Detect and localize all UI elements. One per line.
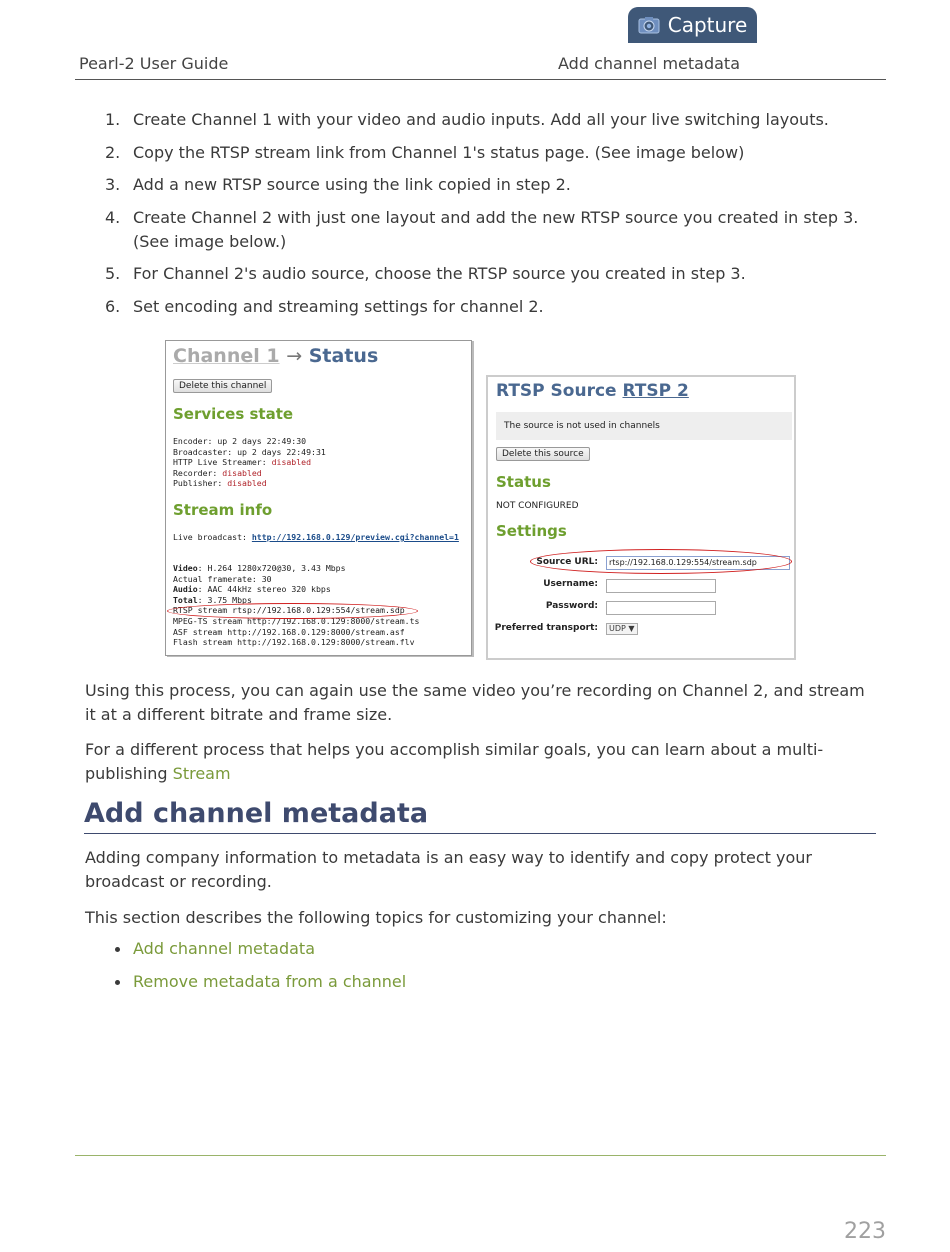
settings-heading: Settings <box>496 522 567 540</box>
total-value: : 3.75 Mbps <box>197 594 252 605</box>
total-label: Total <box>173 594 198 605</box>
multi-publishing-paragraph <box>85 738 880 786</box>
section-title: Add channel metadata <box>558 54 741 73</box>
page-number: 223 <box>844 1219 886 1244</box>
step-text: For Channel 2's audio source, choose the RTSP source you created in step 3. <box>133 264 746 283</box>
step-number: 3. <box>105 175 121 194</box>
audio-value: : AAC 44kHz stereo 320 kbps <box>197 584 331 595</box>
guide-title: Pearl-2 User Guide <box>79 54 229 73</box>
services-state-heading: Services state <box>173 405 294 423</box>
rtsp-stream-line: RTSP stream rtsp://192.168.0.129:554/stream.sdp <box>173 605 405 616</box>
bullet-icon <box>115 980 120 985</box>
rtsp-source-screenshot <box>486 375 796 660</box>
mpegts-stream-line: MPEG-TS stream http://192.168.0.129:8000/stream.ts <box>173 615 420 626</box>
hls-label: HTTP Live Streamer: <box>173 457 272 468</box>
topic-label: Add channel metadata <box>133 939 316 958</box>
live-broadcast-link[interactable]: http://192.168.0.129/preview.cgi?channel=1 <box>251 532 459 542</box>
password-label: Password: <box>545 601 598 611</box>
source-name: RTSP 2 <box>622 381 689 401</box>
topic-label: Remove metadata from a channel <box>133 971 407 991</box>
video-value: : H.264 1280x720@30, 3.43 Mbps <box>197 563 346 573</box>
topics-intro-paragraph: This section describes the following topics for customizing your channel: <box>85 908 667 927</box>
encoder-line: Encoder: up 2 days 22:49:30 <box>173 436 307 446</box>
stream-link[interactable]: Stream <box>172 764 231 783</box>
paragraph-text: For a different process that helps you accomplish similar goals, you can learn about a multi-publishing <box>85 740 824 783</box>
source-url-field[interactable]: rtsp://192.168.0.129:554/stream.sdp <box>606 556 790 570</box>
topic-link-remove-metadata[interactable] <box>85 970 406 994</box>
audio-label: Audio <box>173 584 198 595</box>
asf-stream-line: ASF stream http://192.168.0.129:8000/stream.asf <box>173 626 405 637</box>
step-text: Add a new RTSP source using the link copied in step 2. <box>133 175 571 194</box>
list-item <box>85 141 875 165</box>
heading-underline <box>84 833 876 834</box>
rtsp-source-title <box>496 381 689 401</box>
process-paragraph: Using this process, you can again use the same video you’re recording on Channel 2, and stream it at a different bitrate and frame size. <box>85 681 865 724</box>
header-divider <box>75 79 886 80</box>
username-field[interactable] <box>606 579 716 593</box>
bullet-icon <box>115 947 120 952</box>
step-number: 5. <box>105 264 121 283</box>
step-text: Create Channel 1 with your video and audio inputs. Add all your live switching layouts. <box>133 110 829 129</box>
status-heading: Status <box>496 473 551 491</box>
source-url-highlight-oval <box>530 549 792 574</box>
capture-tab[interactable] <box>628 7 757 43</box>
list-item <box>85 262 875 286</box>
broadcaster-line: Broadcaster: up 2 days 22:49:31 <box>173 446 326 457</box>
page-name: Status <box>308 345 379 367</box>
publisher-value: disabled <box>227 478 267 489</box>
footer-divider <box>75 1155 886 1156</box>
framerate-line: Actual framerate: 30 <box>173 573 272 584</box>
rtsp-highlight-oval <box>167 603 418 619</box>
source-usage-notice: The source is not used in channels <box>496 412 792 440</box>
username-label: Username: <box>543 579 598 589</box>
flash-stream-line: Flash stream http://192.168.0.129:8000/stream.flv <box>173 637 415 648</box>
step-number: 4. <box>105 207 121 227</box>
publisher-label: Publisher: <box>173 478 228 489</box>
step-number: 6. <box>105 296 121 316</box>
recorder-label: Recorder: <box>173 467 223 478</box>
channel-status-screenshot <box>165 340 472 656</box>
live-broadcast-line <box>173 532 459 543</box>
video-label: Video <box>173 563 198 573</box>
hls-value: disabled <box>271 457 312 468</box>
steps-list <box>85 108 875 327</box>
step-number: 2. <box>105 142 121 162</box>
metadata-intro-paragraph: Adding company information to metadata is an easy way to identify and copy protect your broadcast or recording. <box>85 848 812 891</box>
list-item <box>85 206 875 254</box>
services-list <box>173 436 326 489</box>
delete-channel-button[interactable]: Delete this channel <box>173 379 272 393</box>
topic-link-add-metadata[interactable] <box>85 937 406 961</box>
password-field[interactable] <box>606 601 716 615</box>
step-text: Create Channel 2 with just one layout and add the new RTSP source you created in step 3. (See image below.) <box>133 207 859 251</box>
step-number: 1. <box>105 110 121 129</box>
status-value: NOT CONFIGURED <box>496 501 579 511</box>
channel-name: Channel 1 <box>173 345 280 367</box>
recorder-value: disabled <box>222 467 262 478</box>
camera-icon <box>638 16 660 34</box>
arrow-glyph: → <box>286 345 303 367</box>
section-heading: Add channel metadata <box>84 798 429 829</box>
status-title <box>173 345 378 367</box>
live-label: Live broadcast: <box>173 532 252 542</box>
title-prefix: RTSP Source <box>496 381 623 401</box>
list-item <box>85 295 875 319</box>
source-url-label: Source URL: <box>536 557 598 567</box>
delete-source-button[interactable]: Delete this source <box>496 447 590 461</box>
transport-label: Preferred transport: <box>494 623 598 633</box>
step-text: Copy the RTSP stream link from Channel 1's status page. (See image below) <box>133 142 745 162</box>
transport-select[interactable]: UDP ▼ <box>606 623 638 635</box>
list-item <box>85 173 875 197</box>
topics-list <box>85 937 406 1002</box>
stream-info-heading: Stream info <box>173 501 273 519</box>
tab-label: Capture <box>667 13 748 37</box>
step-text: Set encoding and streaming settings for channel 2. <box>133 296 544 316</box>
list-item <box>85 108 875 132</box>
